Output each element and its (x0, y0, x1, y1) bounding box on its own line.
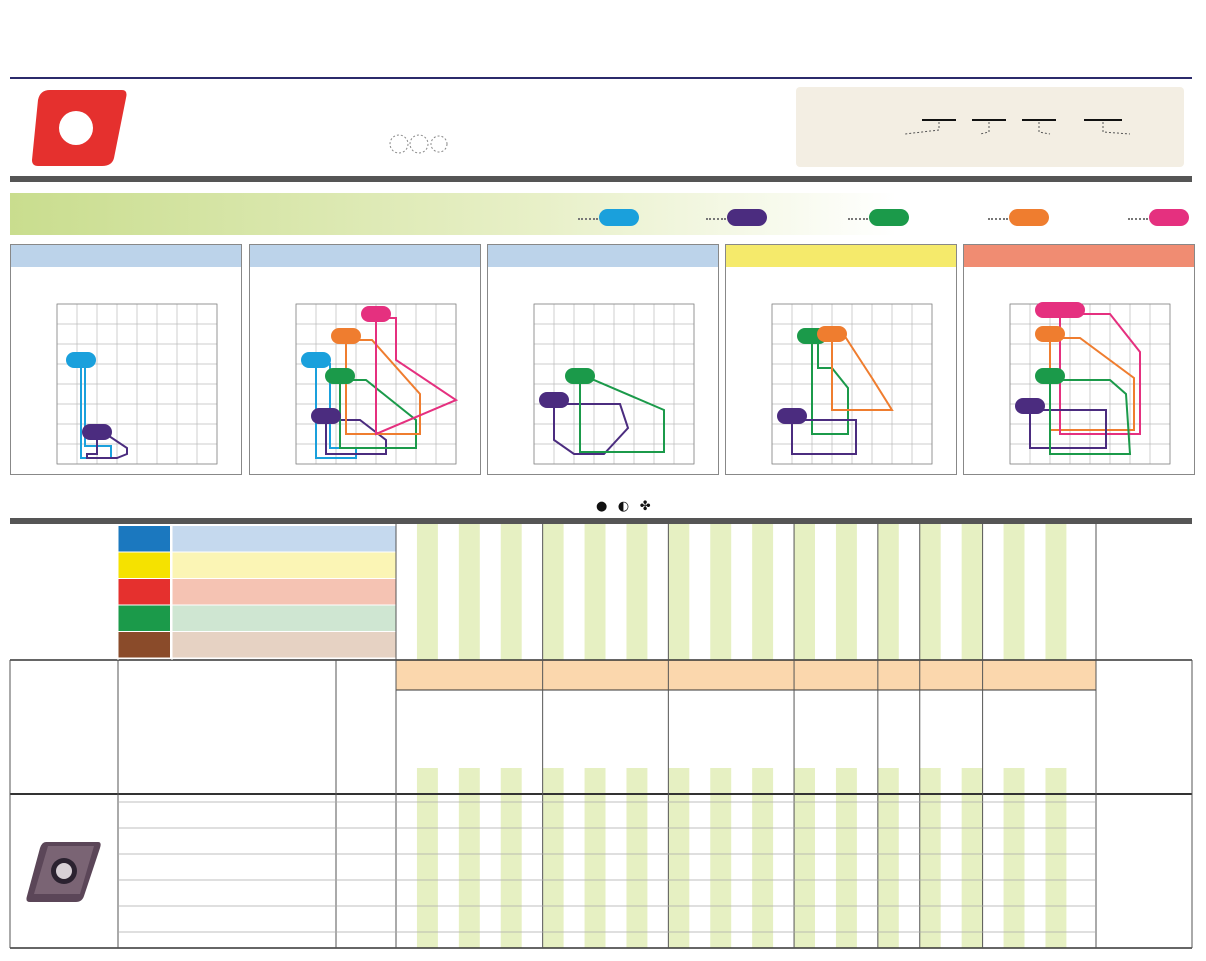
grade-stripe (417, 524, 438, 660)
grade-stripe (962, 524, 983, 660)
stable-dot-icon: ● (596, 499, 608, 514)
grade-stripe (710, 524, 731, 660)
chart-panel (725, 244, 957, 475)
grade-table (0, 524, 1206, 961)
panel-header (488, 245, 718, 267)
series-label (331, 328, 361, 344)
series-label (82, 424, 112, 440)
general-dot-icon: ◐ (617, 499, 630, 514)
chart-panel (10, 244, 242, 475)
series-label (1035, 326, 1065, 342)
panel-name (11, 245, 241, 268)
grade-stripe (878, 524, 899, 660)
header-divider (10, 176, 1192, 182)
grade-stripe (1045, 524, 1066, 660)
legend-swatch (1149, 209, 1189, 226)
series-label (1035, 368, 1065, 384)
panel-name (964, 245, 1194, 268)
legend-swatch (869, 209, 909, 226)
series-region (580, 380, 664, 452)
series-label (66, 352, 96, 368)
series-region (340, 380, 416, 448)
series-region (792, 420, 856, 454)
grade-stripe (920, 524, 941, 660)
legend-dots (578, 218, 598, 220)
grade-stripe (1004, 524, 1025, 660)
chart-svg (964, 267, 1194, 473)
chart-panel (487, 244, 719, 475)
title-divider (10, 77, 1192, 79)
chart-panel (963, 244, 1195, 475)
grade-stripe (501, 524, 522, 660)
grade-stripe (585, 524, 606, 660)
panel-name (726, 245, 956, 268)
series-label (361, 306, 391, 322)
panel-header (250, 245, 480, 267)
material-code-bg (118, 606, 170, 632)
material-row-bg (172, 579, 396, 605)
rhombus-shape-icon (30, 88, 130, 168)
material-code-bg (118, 553, 170, 579)
legend-swatch (599, 209, 639, 226)
grade-stripe (794, 524, 815, 660)
series-label (565, 368, 595, 384)
carbide-band (990, 660, 1096, 690)
material-row-bg (172, 553, 396, 579)
material-row-bg (172, 606, 396, 632)
series-label (325, 368, 355, 384)
chart-svg (488, 267, 718, 473)
grade-stripe (668, 524, 689, 660)
series-label (311, 408, 341, 424)
cut-form-note (596, 499, 651, 514)
legend-dots (848, 218, 868, 220)
grade-stripe (836, 524, 857, 660)
material-row-bg (172, 526, 396, 552)
code-underline-icon (800, 118, 1180, 142)
panel-name (488, 245, 718, 268)
legend-dots (1128, 218, 1148, 220)
legend-dots (706, 218, 726, 220)
material-row-bg (172, 632, 396, 658)
grade-stripe (626, 524, 647, 660)
unstable-dot-icon: ✤ (639, 499, 651, 514)
chart-svg (726, 267, 956, 473)
series-label (301, 352, 331, 368)
series-label (539, 392, 569, 408)
series-region (554, 404, 628, 454)
series-label (1035, 302, 1085, 318)
insert-image-icon (24, 836, 104, 906)
chart-svg (250, 267, 480, 473)
panel-header (726, 245, 956, 267)
series-label (817, 326, 847, 342)
legend-swatch (1009, 209, 1049, 226)
material-code-bg (118, 579, 170, 605)
panel-header (964, 245, 1194, 267)
coated-cermet-band (926, 660, 990, 690)
panel-header (11, 245, 241, 267)
legend-dots (988, 218, 1008, 220)
series-region (832, 338, 892, 410)
grade-stripe (543, 524, 564, 660)
material-code-bg (118, 526, 170, 552)
coating-band (396, 660, 886, 690)
chart-svg (11, 267, 241, 473)
legend-swatch (727, 209, 767, 226)
series-label (1015, 398, 1045, 414)
grade-stripe (459, 524, 480, 660)
panel-name (250, 245, 480, 268)
chart-panel (249, 244, 481, 475)
material-code-bg (118, 632, 170, 658)
grade-stripe (752, 524, 773, 660)
hole-circles-icon (388, 132, 448, 156)
series-label (777, 408, 807, 424)
